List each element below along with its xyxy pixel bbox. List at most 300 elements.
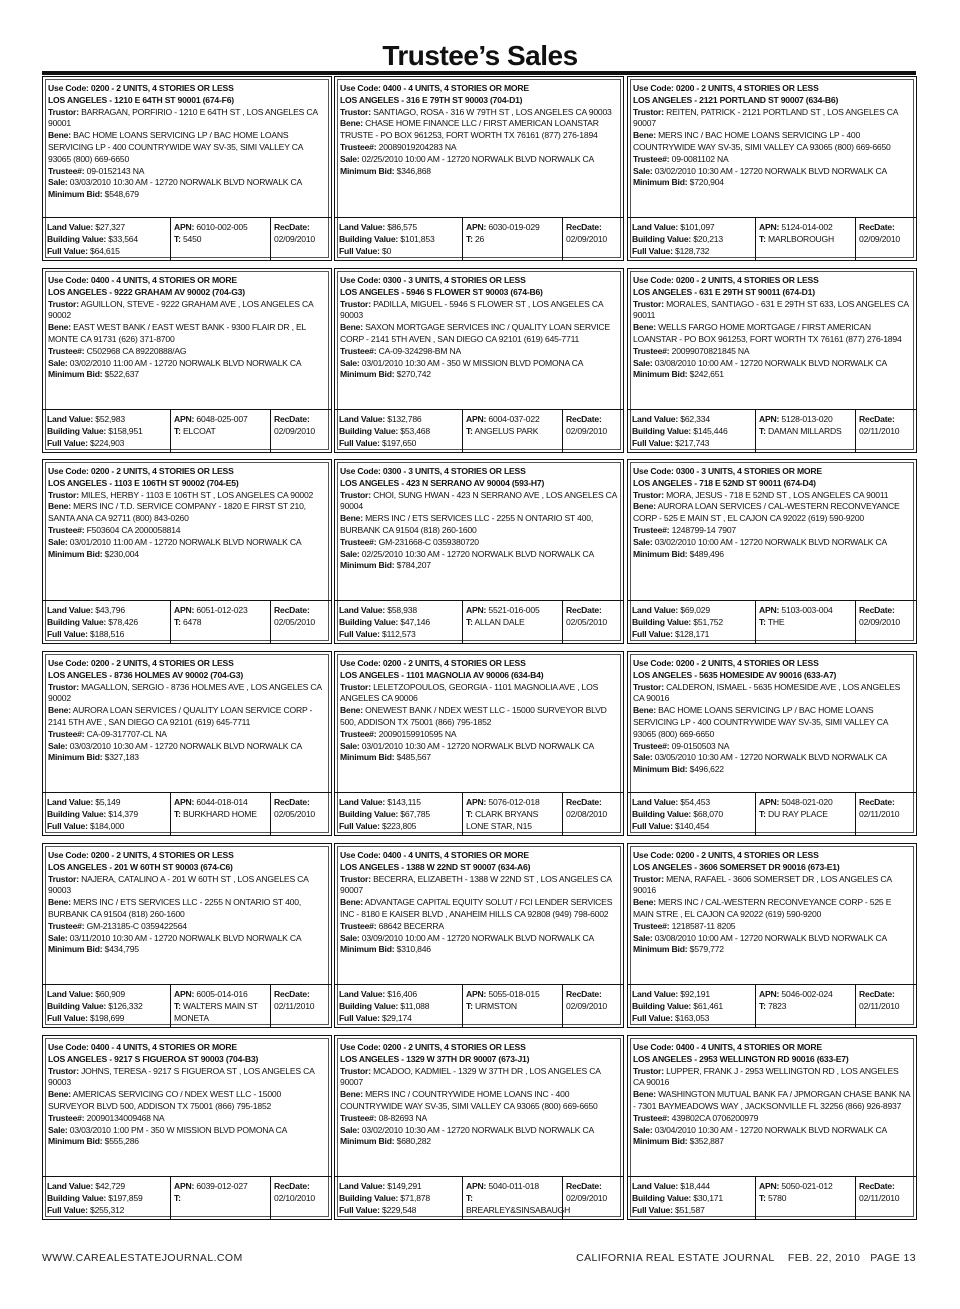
use-code: Use Code: 0200 - 2 UNITS, 4 STORIES OR LESS: [633, 658, 819, 668]
tract-line: [174, 234, 270, 246]
bene-value: SAXON MORTGAGE SERVICES INC / QUALITY LOAN SERVICE CORP - 2141 5TH AVEN , SAN DIEGO CA 92101 (619) 645-7711: [340, 322, 610, 344]
full-value: $229,548: [381, 1204, 417, 1215]
building-value-line: [632, 426, 755, 438]
use-code: Use Code: 0200 - 2 UNITS, 4 STORIES OR LESS: [340, 1042, 526, 1052]
land-value-line: [339, 222, 462, 234]
trustee-value: 20090159910595 NA: [378, 728, 457, 739]
min-bid-value: $720,904: [689, 177, 724, 188]
sale-line: [633, 1125, 911, 1137]
recdate-value: 02/11/2010: [274, 1000, 315, 1011]
apn-column: [756, 410, 856, 452]
apn-value: 6039-012-027: [196, 1181, 248, 1191]
tract-line: [174, 426, 270, 438]
recdate-label: [566, 1181, 623, 1193]
building-value: $47,146: [400, 616, 430, 627]
property-address: LOS ANGELES - 1101 MAGNOLIA AV 90006 (634-B4): [340, 669, 544, 680]
bene-line: [340, 118, 618, 142]
apn-label: APN:: [759, 989, 780, 999]
trustee-label: Trustee#:: [48, 524, 85, 535]
building-value: $158,951: [108, 425, 143, 436]
building-value-line: [339, 1193, 462, 1205]
recdate-label-text: RecDate:: [274, 1181, 310, 1191]
building-value: $71,878: [400, 1192, 430, 1203]
trustor-line: [340, 107, 618, 119]
listing-card: [627, 268, 917, 453]
sale-label: Sale:: [633, 932, 653, 943]
listing-card: [627, 1035, 917, 1220]
min-bid-label: Minimum Bid:: [48, 548, 103, 559]
trustee-line: [633, 741, 911, 753]
recdate-value: 02/11/2010: [859, 425, 900, 436]
tract-value: DU RAY PLACE: [767, 808, 828, 819]
listing-info: [633, 275, 911, 399]
building-value-line: [632, 809, 755, 821]
apn-column: [171, 218, 271, 260]
bene-value: BAC HOME LOANS SERVICING LP / BAC HOME LOANS SERVICING LP - 400 COUNTRYWIDE WAY SV-35, SIMI VALLEY CA 93065 (800) 669-6650: [633, 705, 888, 739]
bene-line: [48, 897, 326, 921]
listing-info: [633, 466, 911, 590]
building-label: Building Value:: [632, 1192, 692, 1203]
apn-line: [174, 989, 270, 1001]
property-address: LOS ANGELES - 5635 HOMESIDE AV 90016 (633-A7): [633, 669, 837, 680]
sale-label: Sale:: [48, 357, 68, 368]
apn-value: 6048-025-007: [196, 414, 248, 424]
use-code: Use Code: 0200 - 2 UNITS, 4 STORIES OR LESS: [48, 466, 234, 476]
trustee-value: 20099070821845 NA: [671, 345, 750, 356]
bene-label: Bene:: [340, 897, 363, 908]
bene-label: Bene:: [633, 1089, 656, 1100]
use-code: Use Code: 0200 - 2 UNITS, 4 STORIES OR LESS: [633, 275, 819, 285]
trustee-line: [633, 154, 911, 166]
tract-label: T:: [466, 425, 473, 436]
bene-label: Bene:: [340, 705, 363, 716]
property-address: LOS ANGELES - 9222 GRAHAM AV 90002 (704-G3): [48, 286, 245, 297]
page-title: Trustee’s Sales: [382, 40, 578, 71]
bene-line: [48, 130, 326, 165]
apn-value: 5040-011-018: [488, 1181, 539, 1191]
trustee-label: Trustee#:: [633, 153, 670, 164]
recdate-label: [859, 414, 916, 426]
recdate-column: [271, 793, 331, 835]
tract-label: T:: [466, 808, 473, 819]
apn-column: [756, 218, 856, 260]
bene-label: Bene:: [48, 705, 71, 716]
sale-value: 03/02/2010 10:30 AM - 12720 NORWALK BLVD NORWALK CA: [361, 1124, 595, 1135]
listing-values: [335, 409, 623, 452]
sale-line: [633, 166, 911, 178]
bene-label: Bene:: [48, 897, 71, 908]
min-bid-label: Minimum Bid:: [48, 369, 103, 380]
min-bid-value: $784,207: [396, 560, 431, 571]
trustee-label: Trustee#:: [48, 920, 85, 931]
trustor-label: Trustor:: [48, 298, 79, 309]
sale-label: Sale:: [633, 752, 653, 763]
bene-value: AURORA LOAN SERVICES / QUALITY LOAN SERVICE CORP - 2141 5TH AVE , SAN DIEGO CA 92101 (619) 645-7711: [48, 705, 313, 727]
use-code: Use Code: 0300 - 3 UNITS, 4 STORIES OR LESS: [340, 275, 526, 285]
land-value-line: [47, 797, 170, 809]
use-code: Use Code: 0400 - 4 UNITS, 4 STORIES OR MORE: [340, 83, 529, 93]
land-value-line: [632, 1181, 755, 1193]
apn-line: [174, 414, 270, 426]
sale-line: [633, 752, 911, 764]
apn-value: 6004-037-022: [488, 414, 540, 424]
sale-label: Sale:: [48, 1124, 68, 1135]
use-code: Use Code: 0200 - 2 UNITS, 4 STORIES OR LESS: [340, 658, 526, 668]
full-value: $223,805: [381, 820, 417, 831]
recdate-label: [859, 222, 916, 234]
land-label: Land Value:: [632, 222, 679, 232]
recdate-label-text: RecDate:: [859, 414, 895, 424]
full-value-line: [339, 438, 462, 450]
land-value-line: [339, 605, 462, 617]
min-bid-label: Minimum Bid:: [633, 548, 688, 559]
apn-line: [466, 1181, 562, 1193]
trustee-value: 20090134009468 NA: [86, 1112, 165, 1123]
full-value: $163,053: [674, 1012, 710, 1023]
trustee-value: 09-0150503 NA: [671, 740, 730, 751]
tract-label: T:: [466, 1192, 473, 1203]
bene-label: Bene:: [633, 897, 656, 908]
min-bid-label: Minimum Bid:: [340, 1136, 395, 1147]
bene-line: [633, 322, 911, 346]
land-value: $5,149: [95, 797, 121, 807]
min-bid-line: [48, 1136, 326, 1148]
min-bid-value: $680,282: [396, 1136, 431, 1147]
apn-value: 6005-014-016: [196, 989, 248, 999]
listing-values: [43, 984, 331, 1027]
min-bid-line: [633, 944, 911, 956]
tract-label: T:: [759, 425, 766, 436]
bene-line: [633, 130, 911, 154]
values-column: [335, 1177, 463, 1219]
tract-line: [759, 1193, 855, 1205]
listing-info: [48, 1042, 326, 1166]
bene-value: BAC HOME LOANS SERVICING LP / BAC HOME LOANS SERVICING LP - 400 COUNTRYWIDE WAY SV-35, SIMI VALLEY CA 93065 (800) 669-6650: [48, 130, 303, 164]
recdate-column: [271, 601, 331, 643]
min-bid-line: [48, 369, 326, 381]
trustee-label: Trustee#:: [340, 141, 377, 152]
full-label: Full Value:: [339, 1012, 380, 1023]
full-label: Full Value:: [339, 245, 380, 256]
land-label: Land Value:: [339, 989, 386, 999]
trustor-line: [48, 490, 326, 502]
min-bid-value: $352,887: [689, 1136, 724, 1147]
tract-value: CLARK BRYANS LONE STAR, N15: [466, 808, 539, 831]
trustor-label: Trustor:: [633, 106, 664, 117]
min-bid-value: $555,286: [104, 1136, 139, 1147]
apn-label: APN:: [759, 605, 780, 615]
min-bid-value: $310,846: [396, 944, 431, 955]
property-address: LOS ANGELES - 1329 W 37TH DR 90007 (673-J1): [340, 1053, 530, 1064]
recdate-label: [274, 605, 331, 617]
trustor-line: [48, 299, 326, 323]
apn-label: APN:: [174, 989, 195, 999]
property-address: LOS ANGELES - 3606 SOMERSET DR 90016 (673-E1): [633, 861, 840, 872]
recdate-value: 02/11/2010: [859, 808, 900, 819]
listing-values: [628, 600, 916, 643]
min-bid-line: [48, 944, 326, 956]
listing-values: [43, 409, 331, 452]
land-value: $54,453: [680, 797, 710, 807]
building-value: $197,859: [108, 1192, 143, 1203]
min-bid-label: Minimum Bid:: [48, 752, 103, 763]
recdate-label: [859, 989, 916, 1001]
min-bid-value: $496,622: [689, 764, 724, 775]
sale-value: 03/02/2010 11:00 AM - 12720 NORWALK BLVD NORWALK CA: [69, 357, 302, 368]
full-value: $188,516: [89, 628, 125, 639]
trustee-label: Trustee#:: [48, 728, 85, 739]
full-label: Full Value:: [632, 245, 673, 256]
full-label: Full Value:: [632, 820, 673, 831]
listing-info: [633, 850, 911, 974]
property-address: LOS ANGELES - 1210 E 64TH ST 90001 (674-F6): [48, 94, 234, 105]
recdate-label-text: RecDate:: [274, 989, 310, 999]
trustee-label: Trustee#:: [633, 345, 670, 356]
listing-card: [334, 76, 624, 261]
apn-line: [759, 989, 855, 1001]
recdate-column: [856, 793, 916, 835]
bene-label: Bene:: [340, 513, 363, 524]
trustee-label: Trustee#:: [48, 165, 85, 176]
building-value-line: [632, 234, 755, 246]
use-code: Use Code: 0200 - 2 UNITS, 4 STORIES OR LESS: [48, 850, 234, 860]
trustor-label: Trustor:: [48, 873, 79, 884]
listing-info: [48, 850, 326, 974]
min-bid-label: Minimum Bid:: [633, 1136, 688, 1147]
trustee-label: Trustee#:: [633, 524, 670, 535]
tract-line: [759, 426, 855, 438]
building-label: Building Value:: [47, 425, 107, 436]
apn-column: [463, 793, 563, 835]
land-label: Land Value:: [339, 1181, 386, 1191]
sale-line: [48, 537, 326, 549]
listing-card: [42, 268, 332, 453]
bene-value: ADVANTAGE CAPITAL EQUITY SOLUT / FCI LENDER SERVICES INC - 8180 E KAISER BLVD , ANAHEIM HILLS CA 92808 (949) 798-6002: [340, 897, 613, 919]
listing-values: [43, 792, 331, 835]
use-code: Use Code: 0400 - 4 UNITS, 4 STORIES OR MORE: [48, 275, 237, 285]
building-label: Building Value:: [47, 233, 107, 244]
bene-line: [340, 322, 618, 346]
full-value: $0: [381, 245, 392, 256]
trustor-line: [633, 490, 911, 502]
bene-line: [48, 501, 326, 525]
tract-value: 5780: [767, 1192, 787, 1203]
land-value: $143,115: [387, 797, 421, 807]
bene-line: [633, 1089, 911, 1113]
trustee-line: [340, 537, 618, 549]
sale-label: Sale:: [340, 1124, 360, 1135]
full-value-line: [339, 1013, 462, 1025]
tract-value: ELCOAT: [182, 425, 216, 436]
apn-column: [171, 985, 271, 1027]
full-label: Full Value:: [632, 628, 673, 639]
full-value-line: [47, 246, 170, 258]
min-bid-value: $242,651: [689, 369, 724, 380]
land-value: $101,097: [680, 222, 715, 232]
building-value-line: [339, 234, 462, 246]
min-bid-label: Minimum Bid:: [633, 944, 688, 955]
apn-label: APN:: [174, 1181, 195, 1191]
recdate-column: [563, 985, 623, 1027]
trustee-line: [48, 525, 326, 537]
tract-line: [174, 809, 270, 821]
trustor-label: Trustor:: [48, 489, 79, 500]
bene-value: AMERICAS SERVICING CO / NDEX WEST LLC - 15000 SURVEYOR BLVD 500, ADDISON TX 75001 (866) 795-1852: [48, 1089, 282, 1111]
land-label: Land Value:: [339, 414, 386, 424]
full-label: Full Value:: [47, 245, 88, 256]
listing-values: [43, 1176, 331, 1219]
recdate-label: [566, 222, 623, 234]
bene-label: Bene:: [633, 322, 656, 333]
trustee-line: [340, 729, 618, 741]
building-value-line: [632, 617, 755, 629]
recdate-column: [856, 985, 916, 1027]
recdate-label: [859, 605, 916, 617]
trustor-label: Trustor:: [340, 1065, 371, 1076]
trustee-line: [340, 1113, 618, 1125]
trustee-label: Trustee#:: [633, 920, 670, 931]
footer-date: FEB. 22, 2010: [787, 1252, 861, 1264]
trustor-value: MCADOO, KADMIEL - 1329 W 37TH DR , LOS ANGELES CA 90007: [340, 1065, 601, 1088]
min-bid-value: $434,795: [104, 944, 139, 955]
trustee-label: Trustee#:: [340, 345, 377, 356]
bene-line: [340, 897, 618, 921]
tract-value: THE: [767, 616, 785, 627]
bene-value: MERS INC / ETS SERVICES LLC - 2255 N ONTARIO ST 400, BURBANK CA 91504 (818) 260-1600: [340, 513, 594, 535]
full-label: Full Value:: [47, 628, 88, 639]
land-value: $92,191: [680, 989, 710, 999]
trustee-value: 08-82693 NA: [378, 1112, 428, 1123]
full-label: Full Value:: [632, 1204, 673, 1215]
trustor-label: Trustor:: [340, 873, 371, 884]
recdate-value: 02/11/2010: [859, 1000, 900, 1011]
trustor-line: [48, 874, 326, 898]
tract-value: URMSTON: [474, 1000, 517, 1011]
full-value-line: [47, 821, 170, 833]
tract-label: T:: [759, 1192, 766, 1203]
bene-line: [340, 513, 618, 537]
values-column: [628, 218, 756, 260]
recdate-column: [563, 793, 623, 835]
full-value: $128,171: [674, 628, 710, 639]
property-address: LOS ANGELES - 201 W 60TH ST 90003 (674-C6): [48, 861, 233, 872]
apn-column: [463, 985, 563, 1027]
recdate-value: 02/09/2010: [274, 233, 316, 244]
land-label: Land Value:: [47, 989, 94, 999]
trustor-label: Trustor:: [633, 681, 664, 692]
trustor-value: MORALES, SANTIAGO - 631 E 29TH ST 633, LOS ANGELES CA 90011: [633, 298, 909, 321]
trustor-line: [633, 1066, 911, 1090]
sale-value: 03/03/2010 10:30 AM - 12720 NORWALK BLVD NORWALK CA: [69, 740, 303, 751]
building-label: Building Value:: [632, 233, 692, 244]
sale-line: [340, 154, 618, 166]
trustor-value: MAGALLON, SERGIO - 8736 HOLMES AVE , LOS ANGELES CA 90002: [48, 681, 322, 704]
trustee-label: Trustee#:: [340, 920, 377, 931]
building-value: $61,461: [693, 1000, 723, 1011]
use-code: Use Code: 0300 - 3 UNITS, 4 STORIES OR MORE: [633, 466, 822, 476]
recdate-value: 02/09/2010: [859, 233, 901, 244]
trustor-line: [48, 682, 326, 706]
bene-value: ONEWEST BANK / NDEX WEST LLC - 15000 SURVEYOR BLVD 500, ADDISON TX 75001 (866) 795-1852: [340, 705, 607, 727]
trustee-label: Trustee#:: [633, 1112, 670, 1123]
sale-label: Sale:: [340, 153, 360, 164]
bene-value: MERS INC / T.D. SERVICE COMPANY - 1820 E FIRST ST 210, SANTA ANA CA 92711 (800) 843-0260: [48, 501, 306, 524]
property-address: LOS ANGELES - 718 E 52ND ST 90011 (674-D4): [633, 477, 816, 488]
trustor-value: CHOI, SUNG HWAN - 423 N SERRANO AVE , LOS ANGELES CA 90004: [340, 489, 617, 512]
bene-line: [633, 501, 911, 525]
tract-line: [759, 809, 855, 821]
land-value: $149,291: [387, 1181, 422, 1191]
trustor-label: Trustor:: [340, 681, 371, 692]
apn-column: [756, 601, 856, 643]
building-value: $68,070: [693, 808, 723, 819]
building-value-line: [632, 1001, 755, 1013]
trustor-value: NAJERA, CATALINO A - 201 W 60TH ST , LOS ANGELES CA 90003: [48, 873, 309, 896]
trustor-label: Trustor:: [633, 1065, 664, 1076]
min-bid-line: [340, 752, 618, 764]
trustee-line: [48, 921, 326, 933]
recdate-label: [274, 989, 331, 1001]
listing-card: [334, 843, 624, 1028]
apn-value: 5076-012-018: [488, 797, 540, 807]
values-column: [628, 985, 756, 1027]
recdate-label-text: RecDate:: [859, 1181, 895, 1191]
tract-line: [759, 234, 855, 246]
full-value: $140,454: [674, 820, 710, 831]
listing-info: [48, 275, 326, 399]
listing-card: [627, 651, 917, 836]
sale-line: [340, 358, 618, 370]
apn-line: [466, 605, 562, 617]
recdate-label: [274, 222, 331, 234]
values-column: [628, 793, 756, 835]
full-label: Full Value:: [339, 820, 380, 831]
values-column: [43, 1177, 171, 1219]
min-bid-line: [48, 549, 326, 561]
trustor-line: [340, 1066, 618, 1090]
listing-info: [48, 466, 326, 590]
sale-label: Sale:: [340, 740, 360, 751]
apn-label: APN:: [466, 605, 487, 615]
land-label: Land Value:: [47, 1181, 94, 1191]
recdate-value: 02/09/2010: [859, 616, 901, 627]
min-bid-value: $579,772: [689, 944, 724, 955]
trustee-value: 1218587-11 8205: [671, 920, 736, 931]
sale-value: 03/08/2010 10:00 AM - 12720 NORWALK BLVD NORWALK CA: [654, 932, 888, 943]
building-label: Building Value:: [339, 808, 399, 819]
apn-value: 5128-013-020: [781, 414, 833, 424]
apn-line: [466, 222, 562, 234]
trustee-value: F503604 CA 2000058814: [86, 524, 181, 535]
recdate-column: [563, 218, 623, 260]
min-bid-value: $548,679: [104, 189, 139, 200]
full-value-line: [632, 1205, 755, 1217]
building-label: Building Value:: [632, 1000, 692, 1011]
min-bid-value: $230,004: [104, 548, 139, 559]
tract-label: T:: [466, 1000, 473, 1011]
sale-line: [633, 933, 911, 945]
recdate-value: 02/09/2010: [566, 1000, 608, 1011]
apn-column: [463, 601, 563, 643]
listing-values: [628, 984, 916, 1027]
land-label: Land Value:: [339, 605, 386, 615]
min-bid-line: [340, 166, 618, 178]
trustor-line: [48, 107, 326, 131]
recdate-label-text: RecDate:: [274, 605, 310, 615]
full-value-line: [339, 246, 462, 258]
building-value-line: [339, 809, 462, 821]
apn-line: [174, 797, 270, 809]
